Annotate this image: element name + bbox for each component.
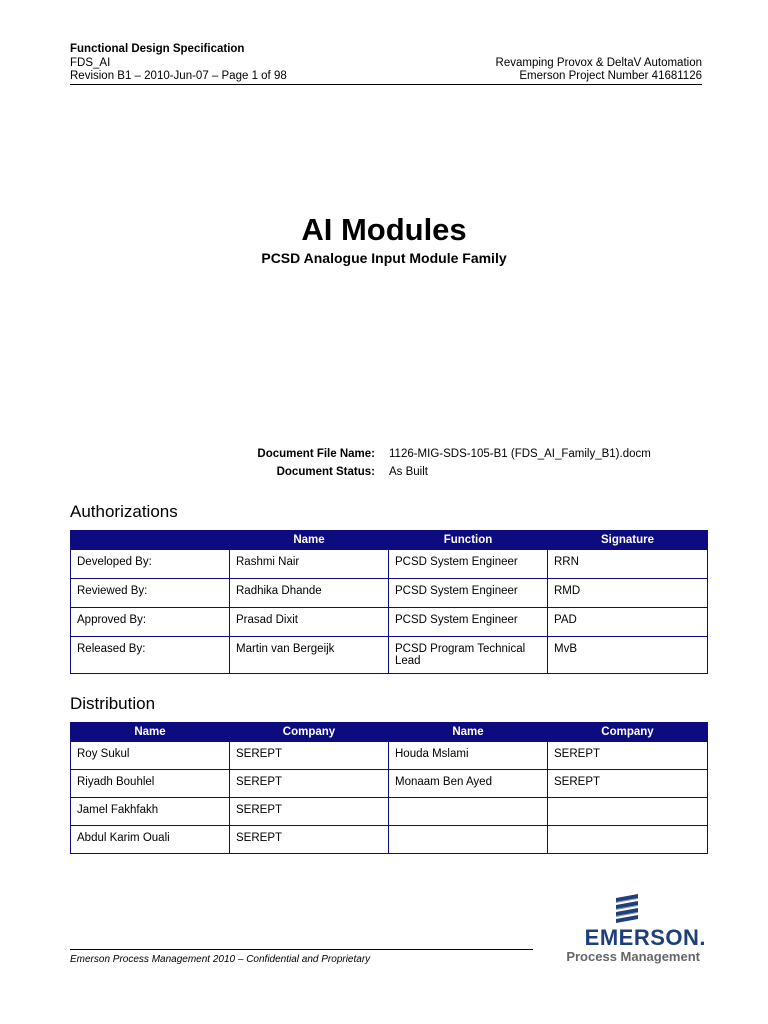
column-header [71,531,230,550]
page-subtitle: PCSD Analogue Input Module Family [261,250,507,266]
table-cell: RMD [548,579,708,608]
column-header: Company [548,723,708,742]
table-cell: RRN [548,550,708,579]
table-cell: PCSD Program Technical Lead [389,637,548,674]
table-cell [389,826,548,854]
table-cell: Radhika Dhande [230,579,389,608]
table-cell: PCSD System Engineer [389,579,548,608]
table-cell: PAD [548,608,708,637]
document-meta [0,448,768,484]
table-cell: SEREPT [548,742,708,770]
logo-wordmark: EMERSON. [584,925,706,950]
table-cell: Reviewed By: [71,579,230,608]
doc-type: Functional Design Specification [70,43,245,55]
table-row [71,608,708,637]
table-cell: Monaam Ben Ayed [389,770,548,798]
table-cell: SEREPT [230,826,389,854]
column-header: Name [71,723,230,742]
column-header: Company [230,723,389,742]
table-cell: PCSD System Engineer [389,550,548,579]
table-row [71,826,708,854]
authorizations-table [70,530,708,674]
meta-value: 1126-MIG-SDS-105-B1 (FDS_AI_Family_B1).docm [389,448,651,460]
page-header [70,43,702,84]
table-cell: SEREPT [230,770,389,798]
table-row [71,579,708,608]
meta-row-status [0,466,768,484]
table-cell: Developed By: [71,550,230,579]
table-row [71,798,708,826]
table-cell: MvB [548,637,708,674]
table-cell: Released By: [71,637,230,674]
column-header: Function [389,531,548,550]
table-cell: Abdul Karim Ouali [71,826,230,854]
page-title: AI Modules [301,212,467,247]
meta-label: Document Status: [276,466,375,478]
table-cell: PCSD System Engineer [389,608,548,637]
table-header-row [71,531,708,550]
meta-row-file [0,448,768,466]
table-cell: Rashmi Nair [230,550,389,579]
table-row [71,770,708,798]
table-row [71,550,708,579]
table-cell [548,798,708,826]
footer-divider [70,949,533,950]
table-cell: Prasad Dixit [230,608,389,637]
table-cell: Jamel Fakhfakh [71,798,230,826]
table-cell [548,826,708,854]
column-header: Name [230,531,389,550]
authorizations-heading: Authorizations [70,502,178,521]
table-cell: Martin van Bergeijk [230,637,389,674]
column-header: Signature [548,531,708,550]
revision-line: Revision B1 – 2010-Jun-07 – Page 1 of 98 [70,70,287,82]
meta-label: Document File Name: [257,448,375,460]
table-row [71,742,708,770]
distribution-heading: Distribution [70,694,156,713]
table-cell: Approved By: [71,608,230,637]
emerson-mark-icon [612,892,642,926]
header-divider [70,84,702,85]
emerson-logo [556,892,706,967]
table-cell: SEREPT [230,742,389,770]
distribution-table [70,722,708,854]
project-name: Revamping Provox & DeltaV Automation [495,56,702,69]
table-cell: SEREPT [548,770,708,798]
table-cell [389,798,548,826]
doc-code: FDS_AI [70,56,111,69]
table-cell: Houda Mslami [389,742,548,770]
footer-text: Emerson Process Management 2010 – Confidential and Proprietary [70,954,371,965]
table-row [71,637,708,674]
column-header: Name [389,723,548,742]
logo-tagline: Process Management [566,949,700,964]
table-cell: SEREPT [230,798,389,826]
meta-value: As Built [389,466,428,478]
table-header-row [71,723,708,742]
table-cell: Roy Sukul [71,742,230,770]
table-cell: Riyadh Bouhlel [71,770,230,798]
project-number: Emerson Project Number 41681126 [519,70,702,82]
